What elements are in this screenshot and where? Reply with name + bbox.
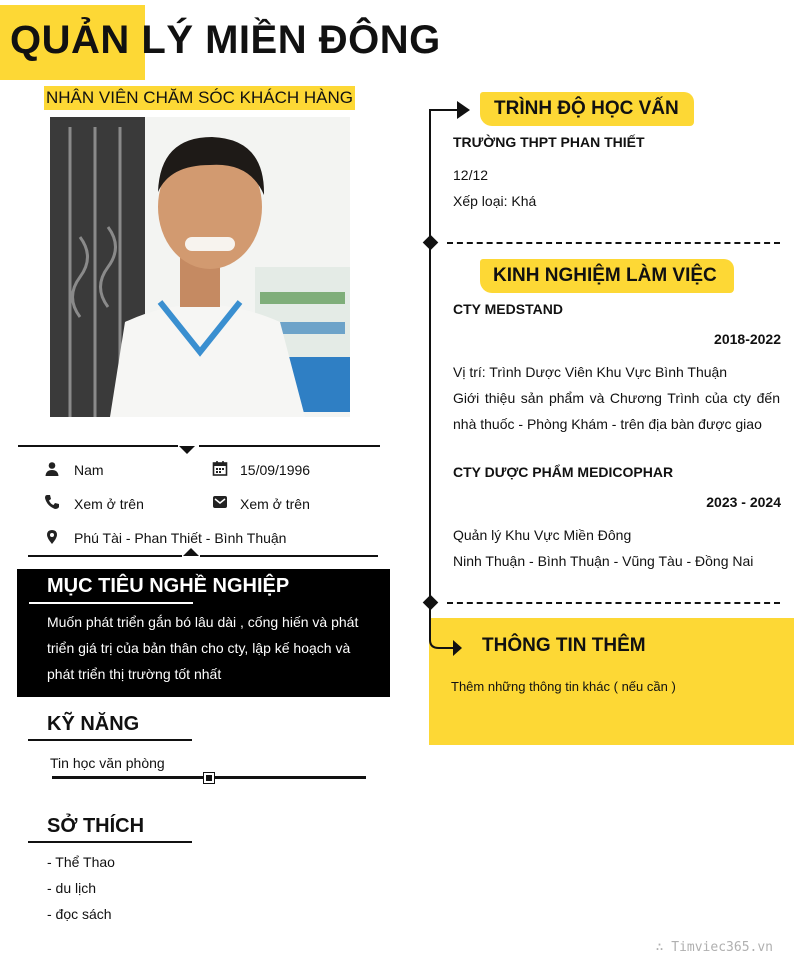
divider-arrow-down-icon [179, 446, 195, 455]
info-divider-top-left [18, 445, 178, 447]
hobby-item: - Thể Thao [47, 854, 115, 870]
job-company: CTY DƯỢC PHẨM MEDICOPHAR [453, 464, 674, 480]
divider-arrow-up-icon [183, 548, 199, 557]
address-value: Phú Tài - Phan Thiết - Bình Thuận [74, 530, 287, 546]
job-description-line: Ninh Thuận - Bình Thuận - Vũng Tàu - Đồng Nai [453, 553, 754, 569]
job-description-line: nhà thuốc - Phòng Khám - trên địa bàn được giao [453, 416, 762, 432]
education-school: TRƯỜNG THPT PHAN THIẾT [453, 134, 645, 150]
job-description-line: Vị trí: Trình Dược Viên Khu Vực Bình Thuận [453, 364, 728, 380]
birthday-value: 15/09/1996 [240, 462, 311, 478]
job-description-line: Giới thiệu sản phẩm và Chương Trình của cty đến [453, 390, 780, 406]
objective-text: Muốn phát triển gắn bó lâu dài , cống hiến và phát triển giá trị của bản thân cho cty, lập kế hoạch và phát triển thị trường tốt nhất [47, 614, 359, 682]
extra-info-text: Thêm những thông tin khác ( nếu cần ) [451, 679, 676, 694]
watermark: ∴ Timviec365.vn [655, 940, 773, 955]
job-company: CTY MEDSTAND [453, 301, 563, 317]
job-period: 2018-2022 [714, 331, 781, 347]
objective-title: MỤC TIÊU NGHỀ NGHIỆP [47, 575, 290, 597]
email-icon [212, 494, 228, 510]
skills-title-underline [28, 739, 192, 741]
timeline-diamond-icon [423, 595, 439, 611]
skill-level-marker [203, 772, 215, 784]
objective-title-underline [29, 602, 193, 604]
gender-value: Nam [74, 462, 104, 478]
user-icon [44, 461, 60, 477]
skill-name: Tin học văn phòng [50, 755, 165, 771]
education-divider [447, 242, 780, 244]
hobby-item: - du lịch [47, 880, 97, 896]
education-grade: 12/12 [453, 167, 489, 183]
phone-icon [44, 494, 60, 510]
skills-title: KỸ NĂNG [47, 713, 140, 735]
email-value: Xem ở trên [240, 496, 310, 512]
education-arrow-icon [457, 101, 471, 119]
education-rank: Xếp loại: Khá [453, 193, 537, 209]
avatar-photo [50, 117, 350, 417]
job-title: NHÂN VIÊN CHĂM SÓC KHÁCH HÀNG [44, 86, 355, 110]
experience-title: KINH NGHIỆM LÀM VIỆC [493, 265, 717, 286]
timeline-diamond-icon [423, 235, 439, 251]
job-description-line: Quản lý Khu Vực Miền Đông [453, 527, 632, 543]
extra-arrow-icon [429, 618, 463, 658]
hobbies-title: SỞ THÍCH [47, 815, 145, 837]
extra-info-title: THÔNG TIN THÊM [482, 635, 646, 656]
job-period: 2023 - 2024 [706, 494, 781, 510]
info-divider-bottom-right [200, 555, 378, 557]
timeline-line [429, 111, 431, 622]
objective-section [17, 569, 390, 697]
experience-divider [447, 602, 780, 604]
info-divider-bottom-left [28, 555, 182, 557]
phone-value: Xem ở trên [74, 496, 144, 512]
map-marker-icon [44, 529, 60, 545]
cv-name: QUẢN LÝ MIỀN ĐÔNG [10, 18, 441, 62]
hobby-item: - đọc sách [47, 906, 112, 922]
watermark-text: Timviec365.vn [671, 940, 773, 955]
hobbies-title-underline [28, 841, 192, 843]
calendar-icon [212, 460, 228, 476]
extra-info-section [429, 618, 794, 745]
avatar-illustration [50, 117, 350, 417]
education-title: TRÌNH ĐỘ HỌC VẤN [494, 98, 679, 119]
info-divider-top-right [199, 445, 380, 447]
